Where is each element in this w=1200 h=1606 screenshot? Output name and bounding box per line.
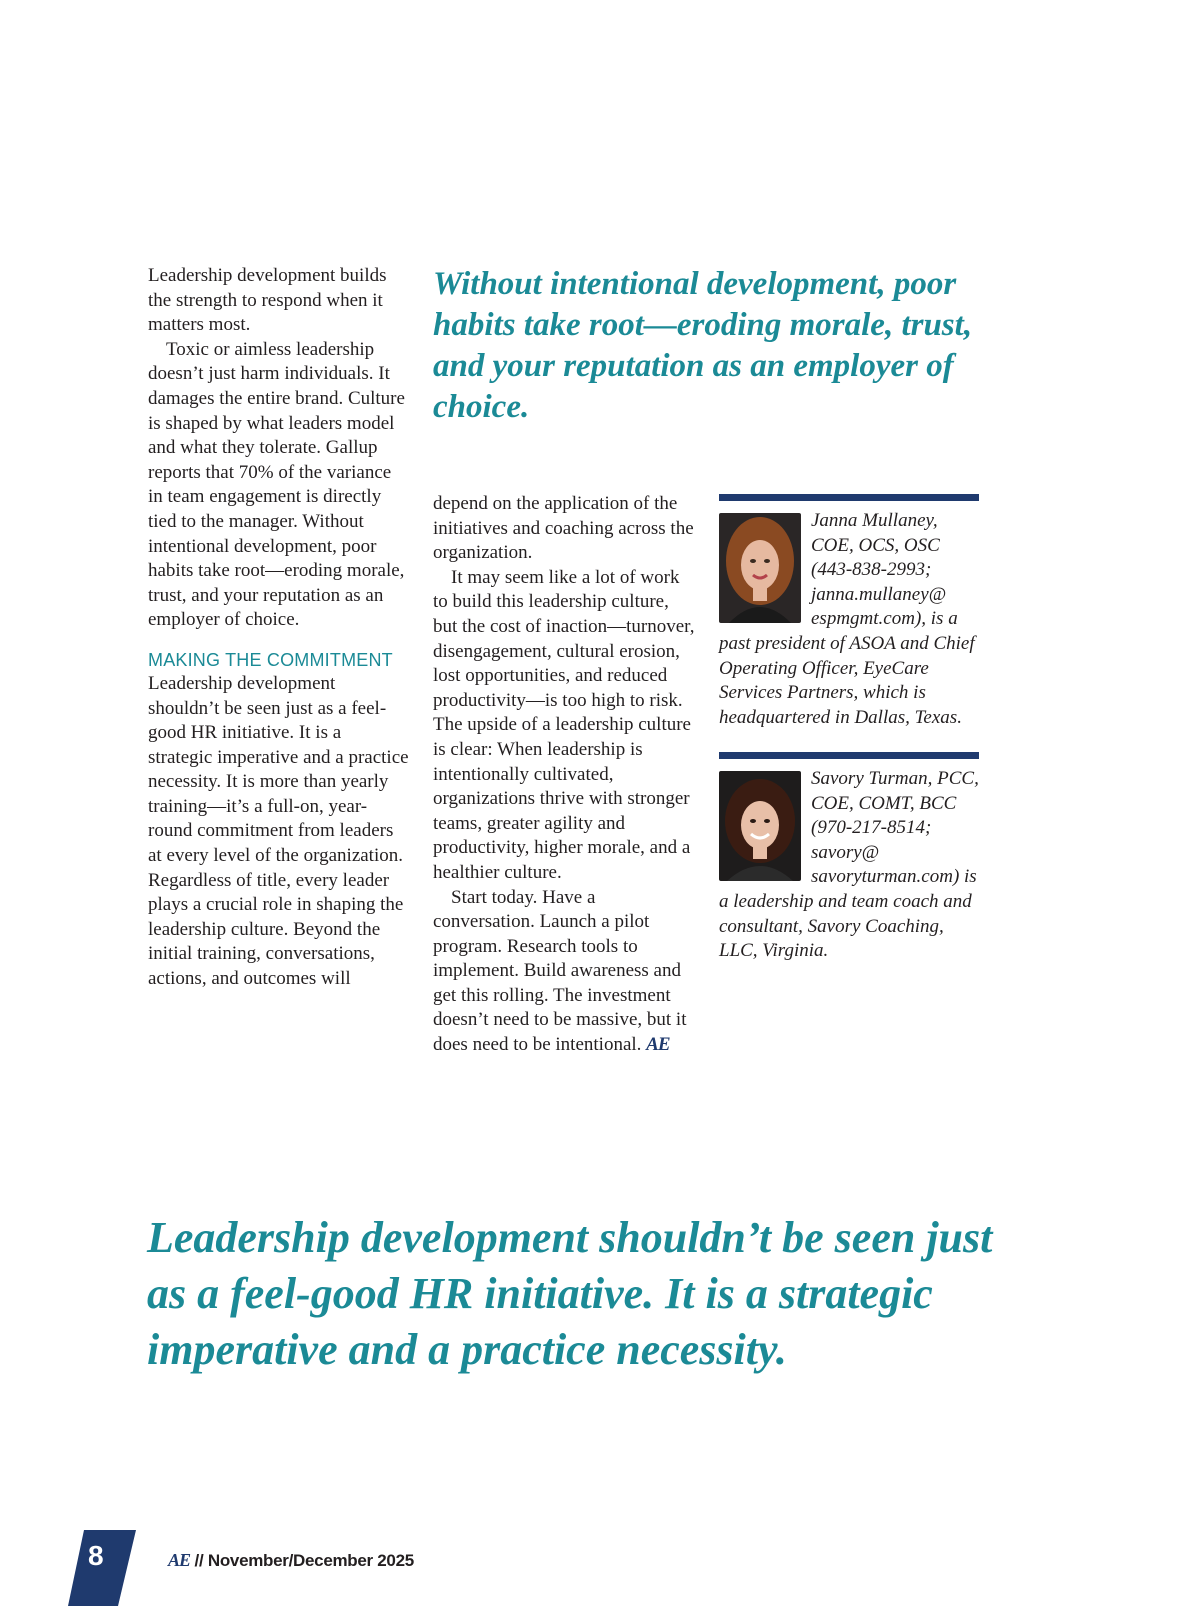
body-text: Start today. Have a conversation. Launch a pilot program. Research tools to implement. Build awareness and get this rolling. The investment doesn’t need to be massive, but it does need to be intentional.	[433, 886, 687, 1056]
body-paragraph: It may seem like a lot of work to build this leadership culture, but the cost of inaction—turnover, disengagement, cultural erosion, lost opportunities, and reduced productivity—is too high to risk. The upside of a leadership culture is clear: When leadership is intentionally cultivated, organizations thrive with stronger teams, greater agility and productivity, higher morale, and a healthier culture.	[433, 566, 695, 883]
pull-quote-top: Without intentional development, poor habits take root—eroding morale, trust, and your reputation as an employer of choice.	[433, 266, 973, 425]
bio-divider	[719, 494, 979, 501]
footer-masthead	[168, 1550, 414, 1571]
body-paragraph: Leadership development shouldn’t be seen just as a feel-good HR initiative. It is a strategic imperative and a practice necessity. It is more than yearly training—it’s a full-on, year-round commitment from leaders at every level of the organization. Regardless of title, every leader plays a crucial role in shaping the leadership culture. Beyond the initial training, conversations, actions, and outcomes will	[148, 672, 409, 990]
body-paragraph-final	[433, 886, 695, 1058]
author-photo	[719, 513, 801, 623]
page-number: 8	[88, 1540, 103, 1571]
bio-divider	[719, 752, 979, 759]
body-paragraph: Leadership development builds the strength to respond when it matters most.	[148, 265, 387, 336]
magazine-logo: AE	[168, 1550, 191, 1570]
body-paragraph: depend on the application of the initiatives and coaching across the organization.	[433, 493, 694, 564]
article-column-left	[148, 264, 410, 992]
article-column-middle	[433, 492, 695, 1058]
author-bio	[719, 752, 979, 964]
bio-text: Janna Mullaney, COE, OCS, OSC (443-838-2993; janna.mullaney@ espmgmt.com), is a past president of ASOA and Chief Operating Officer, EyeCare Services Partners, which is headquartered in Dallas, Texas.	[719, 510, 975, 728]
page-footer	[0, 1530, 1200, 1606]
end-mark-logo: AE	[646, 1034, 670, 1056]
section-subhead: MAKING THE COMMITMENT	[148, 649, 393, 670]
footer-separator: //	[194, 1551, 204, 1570]
bio-text: Savory Turman, PCC, COE, COMT, BCC (970-217-8514; savory@ savoryturman.com) is a leadership and team coach and consultant, Savory Coaching, LLC, Virginia.	[719, 768, 979, 962]
body-paragraph: Toxic or aimless leadership doesn’t just harm individuals. It damages the entire brand. Culture is shaped by what leaders model and what they tolerate. Gallup reports that 70% of the variance in team engagement is directly tied to the manager. Without intentional development, poor habits take root—eroding morale, trust, and your reputation as an employer of choice.	[148, 338, 405, 631]
author-photo	[719, 771, 801, 881]
issue-date: November/December 2025	[207, 1551, 414, 1570]
author-bio	[719, 494, 979, 730]
pull-quote-bottom: Leadership development shouldn’t be seen just as a feel-good HR initiative. It is a strategic imperative and a practice necessity.	[147, 1213, 993, 1374]
